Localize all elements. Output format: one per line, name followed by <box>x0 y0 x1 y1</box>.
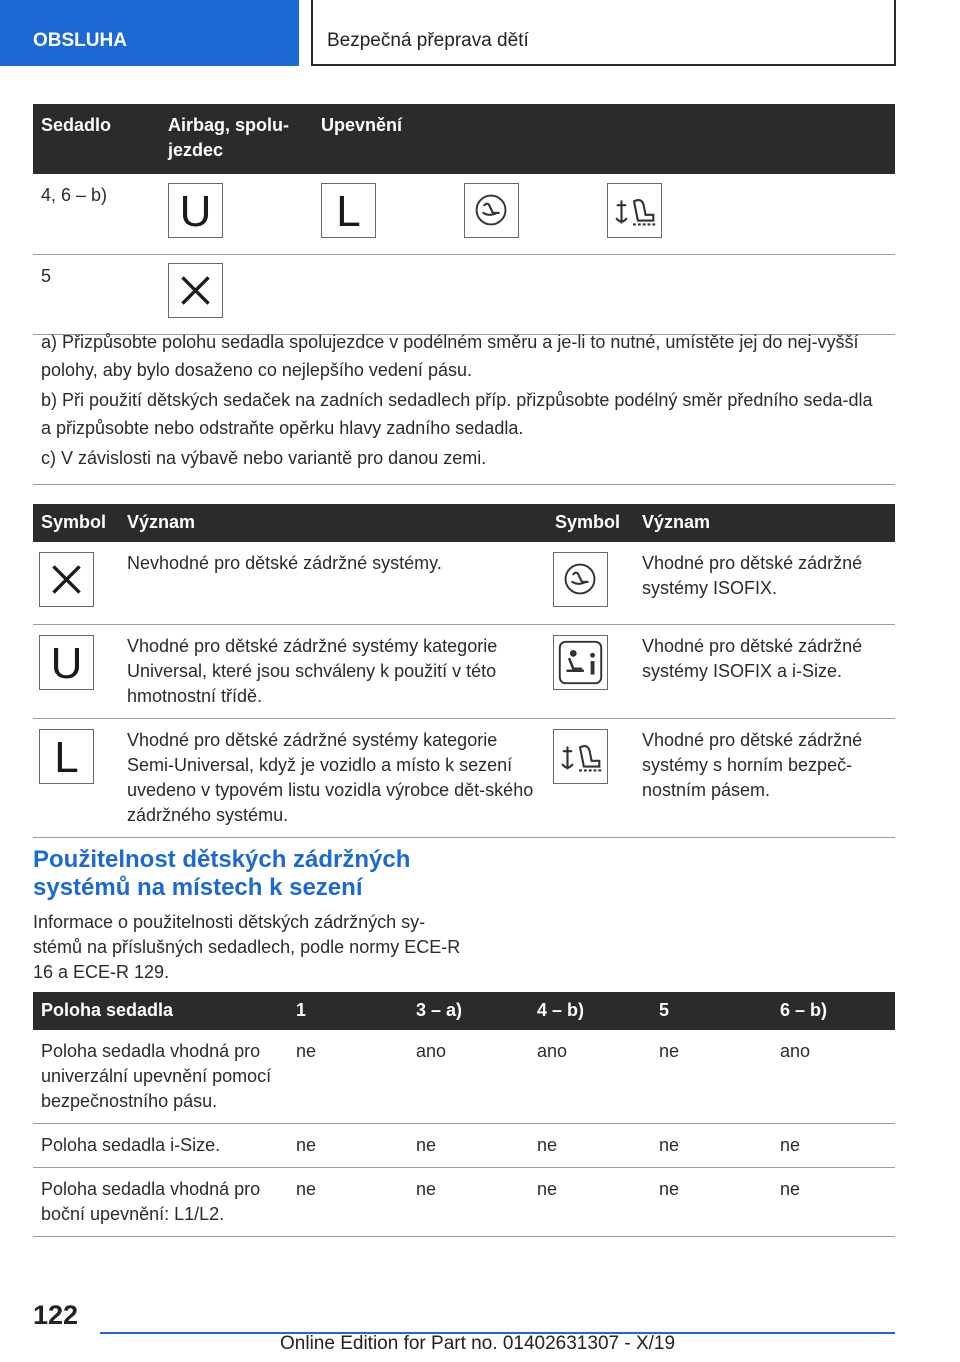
value-cell: ano <box>529 1030 651 1124</box>
value-cell: ne <box>529 1124 651 1168</box>
symbol-cell <box>456 174 599 255</box>
value-cell: ano <box>408 1030 529 1124</box>
value-cell: ne <box>651 1168 772 1237</box>
symbol-cell <box>160 174 313 255</box>
table-row <box>33 174 895 255</box>
seat-position-table <box>33 992 895 1237</box>
value-cell: ne <box>408 1124 529 1168</box>
value-cell: ne <box>288 1124 408 1168</box>
symbol-cell <box>547 542 634 625</box>
isofix-icon <box>553 552 608 607</box>
symbol-cell <box>599 174 895 255</box>
symbol-cell <box>33 542 119 625</box>
col-header-seat-1: 1 <box>288 992 408 1030</box>
col-header-seat-4: 4 – b) <box>529 992 651 1030</box>
top-tether-icon <box>553 729 608 784</box>
page-title: Bezpečná přeprava dětí <box>311 0 896 66</box>
value-cell: ne <box>651 1030 772 1124</box>
universal-symbol: U <box>168 183 223 238</box>
section-heading: Použitelnost dětských zádržných systémů na místech k sezení <box>33 846 411 901</box>
table-row <box>33 1168 895 1237</box>
symbol-cell <box>547 719 634 838</box>
seat-cell: 5 <box>33 255 160 335</box>
position-cell: Poloha sedadla vhodná pro boční upevnění: L1/L2. <box>33 1168 288 1237</box>
not-suitable-symbol <box>168 263 223 318</box>
footnote: a) Přizpůsobte polohu sedadla spolujezdce v podélném směru a je-li to nutné, umístěte jej do nej-vyšší polohy, aby bylo dosaženo co nejlepšího vedení pásu. <box>41 332 859 380</box>
semi-universal-symbol: L <box>321 183 376 238</box>
table-row <box>33 542 895 625</box>
col-header-mounting: Upevnění <box>313 104 895 174</box>
value-cell: ano <box>772 1030 895 1124</box>
position-cell: Poloha sedadla i-Size. <box>33 1124 288 1168</box>
table-row <box>33 625 895 719</box>
seat-cell: 4, 6 – b) <box>33 174 160 255</box>
meaning-cell: Vhodné pro dětské zádržné systémy ISOFIX a i-Size. <box>634 625 895 719</box>
table-footnotes <box>33 320 895 485</box>
col-header-meaning: Význam <box>634 504 895 542</box>
isize-icon <box>553 635 608 690</box>
meaning-cell: Nevhodné pro dětské zádržné systémy. <box>119 542 547 625</box>
page-number: 122 <box>33 1300 79 1330</box>
symbol-cell <box>33 625 119 719</box>
seat-mounting-table <box>33 104 895 335</box>
value-cell: ne <box>772 1168 895 1237</box>
meaning-cell: Vhodné pro dětské zádržné systémy kategorie Universal, které jsou schváleny k použití v této hmotnostní třídě. <box>119 625 547 719</box>
col-header-symbol: Symbol <box>547 504 634 542</box>
value-cell: ne <box>288 1030 408 1124</box>
value-cell: ne <box>529 1168 651 1237</box>
edition-label: Online Edition for Part no. 01402631307 - X/19 <box>280 1333 676 1354</box>
meaning-cell: Vhodné pro dětské zádržné systémy ISOFIX. <box>634 542 895 625</box>
section-tab[interactable]: OBSLUHA <box>0 0 299 66</box>
section-body: Informace o použitelnosti dětských zádržných sy-stémů na příslušných sedadlech, podle normy ECE-R 16 a ECE-R 129. <box>33 912 461 982</box>
position-cell: Poloha sedadla vhodná pro univerzální upevnění pomocí bezpečnostního pásu. <box>33 1030 288 1124</box>
col-header-symbol: Symbol <box>33 504 119 542</box>
universal-symbol: U <box>39 635 94 690</box>
meaning-cell: Vhodné pro dětské zádržné systémy kategorie Semi-Universal, když je vozidlo a místo k sezení uvedeno v typovém listu vozidla výrobce dět-ského zádržného systému. <box>119 719 547 838</box>
value-cell: ne <box>772 1124 895 1168</box>
col-header-position: Poloha sedadla <box>33 992 288 1030</box>
col-header-seat-6: 6 – b) <box>772 992 895 1030</box>
col-header-airbag: Airbag, spolu- jezdec <box>160 104 313 174</box>
col-header-seat: Sedadlo <box>33 104 160 174</box>
table-row <box>33 1124 895 1168</box>
col-header-seat-3: 3 – a) <box>408 992 529 1030</box>
isofix-icon <box>464 183 519 238</box>
meaning-cell: Vhodné pro dětské zádržné systémy s horním bezpeč-nostním pásem. <box>634 719 895 838</box>
table-row <box>33 719 895 838</box>
symbol-cell <box>547 625 634 719</box>
footnote: b) Při použití dětských sedaček na zadních sedadlech příp. přizpůsobte podélný směr předního seda-dla a přizpůsobte nebo odstraňte opěrku hlavy zadního sedadla. <box>41 390 873 438</box>
not-suitable-symbol <box>39 552 94 607</box>
symbol-cell <box>313 174 456 255</box>
value-cell: ne <box>408 1168 529 1237</box>
symbol-legend-table <box>33 504 895 838</box>
table-row <box>33 1030 895 1124</box>
symbol-cell <box>33 719 119 838</box>
col-header-seat-5: 5 <box>651 992 772 1030</box>
top-tether-icon <box>607 183 662 238</box>
value-cell: ne <box>288 1168 408 1237</box>
semi-universal-symbol: L <box>39 729 94 784</box>
value-cell: ne <box>651 1124 772 1168</box>
footnote: c) V závislosti na výbavě nebo variantě pro danou zemi. <box>41 448 487 468</box>
col-header-meaning: Význam <box>119 504 547 542</box>
